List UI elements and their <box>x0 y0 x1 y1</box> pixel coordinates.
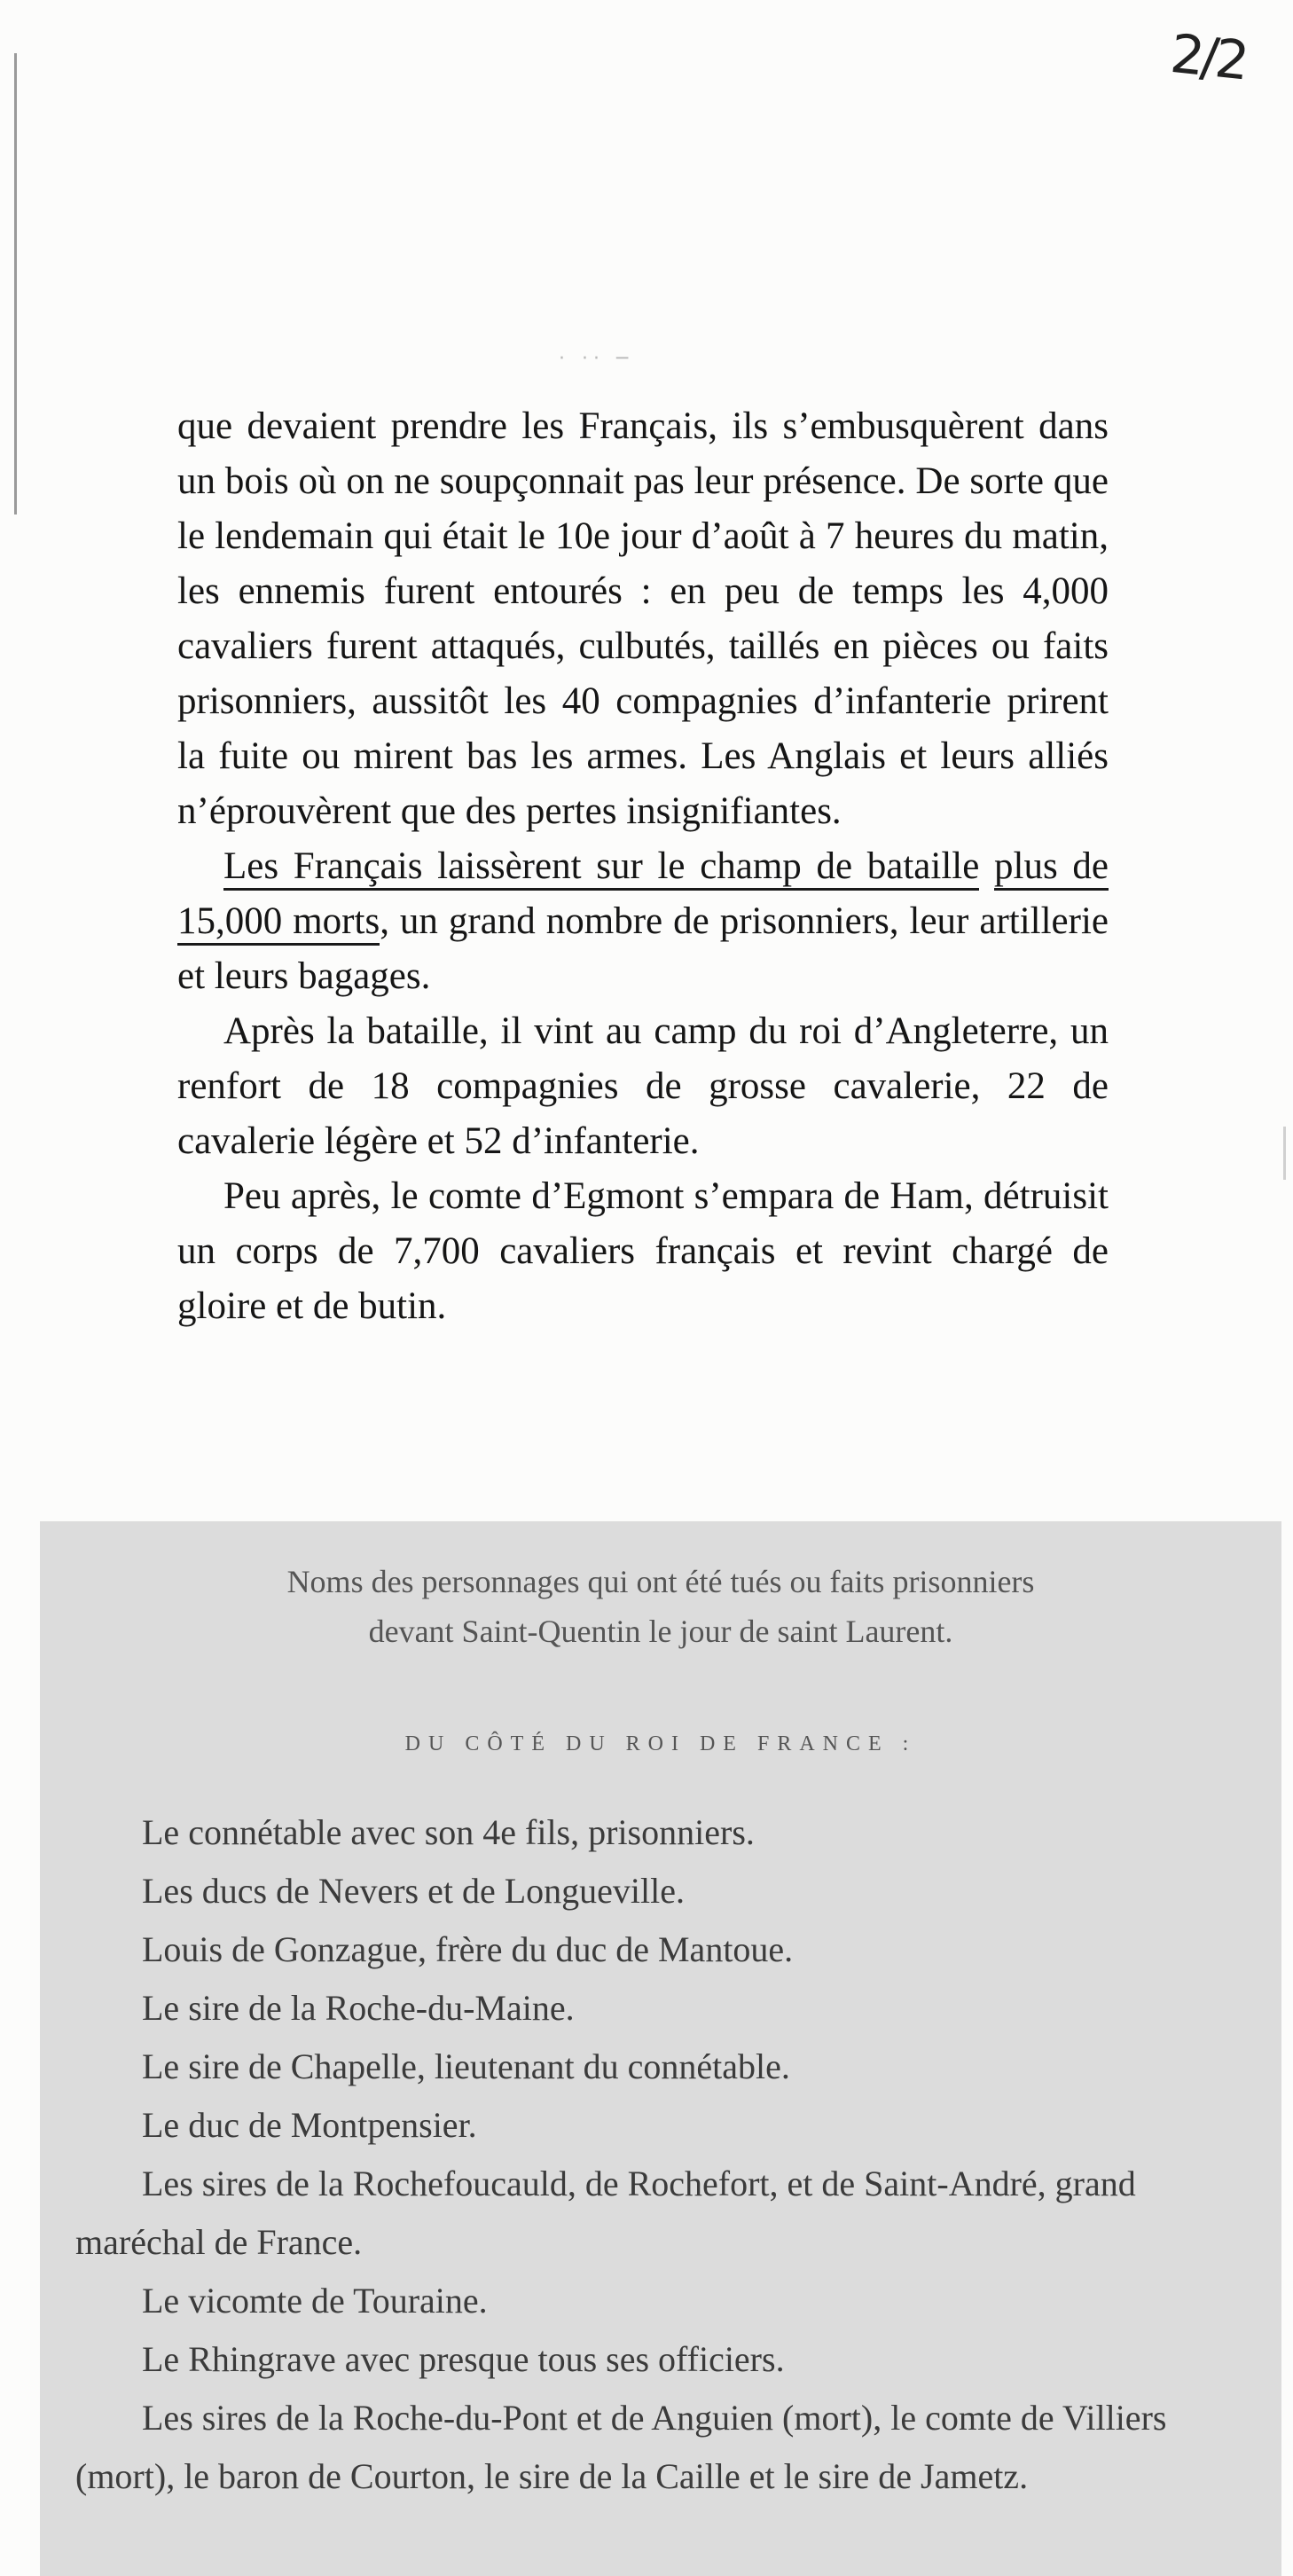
list-item: Le sire de la Roche-du-Maine. <box>142 1988 575 2028</box>
underlined-phrase-b: plus de 15,000 morts <box>177 845 1109 946</box>
paragraph-1: que devaient prendre les Français, ils s’embusquèrent dans un bois où on ne soupçonnait pas leur présence. De sorte que le lendemain qui était le 10e jour d’août à 7 heures du matin, les ennemis furent entourés : en peu de temps les 4,000 cavaliers furent attaqués, culbutés, taillés en pièces ou faits prisonniers, aussitôt les 40 compagnies d’infanterie prirent la fuite ou mirent bas les armes. Les Anglais et leurs alliés n’éprouvèrent que des pertes insignifiantes. <box>177 405 1109 832</box>
names-subtitle: DU CÔTÉ DU ROI DE FRANCE : <box>404 1732 917 1755</box>
underlined-phrase-a: Les Français laissèrent sur le champ de bataille <box>223 845 979 891</box>
list-item: Louis de Gonzague, frère du duc de Mantoue. <box>142 1929 794 1969</box>
paragraph-3: Après la bataille, il vint au camp du roi d’Angleterre, un renfort de 18 compagnies de grosse cavalerie, 22 de cavalerie légère et 52 d’infanterie. <box>177 1010 1109 1162</box>
list-item: Le connétable avec son 4e fils, prisonniers. <box>142 1812 755 1852</box>
page-number-mark: 2/2 <box>1167 22 1249 93</box>
list-item: Les sires de la Rochefoucauld, de Rochefort, et de Saint-André, grand maréchal de France. <box>75 2164 1136 2262</box>
scan-edge-mark <box>1283 1127 1286 1180</box>
names-title-line-1: Noms des personnages qui ont été tués ou faits prisonniers <box>286 1564 1035 1599</box>
list-item: Les sires de la Roche-du-Pont et de Anguien (mort), le comte de Villiers (mort), le baron de Courton, le sire de la Caille et le sire de Jametz. <box>75 2398 1167 2496</box>
names-list <box>75 1803 1242 2506</box>
paragraph-2-rest: , un grand nombre de prisonniers, leur artillerie et leurs bagages. <box>177 900 1109 997</box>
paragraph-4: Peu après, le comte d’Egmont s’empara de Ham, détruisit un corps de 7,700 cavaliers français et revint chargé de gloire et de butin. <box>177 1175 1109 1327</box>
paragraph-2 <box>177 839 1109 1004</box>
names-title-line-2: devant Saint-Quentin le jour de saint Laurent. <box>368 1614 953 1649</box>
scan-edge-line <box>14 53 17 514</box>
list-item: Le Rhingrave avec presque tous ses officiers. <box>142 2339 785 2379</box>
names-list-panel <box>40 1521 1281 2576</box>
list-item: Le sire de Chapelle, lieutenant du connétable. <box>142 2046 790 2086</box>
list-item: Le duc de Montpensier. <box>142 2105 477 2145</box>
scan-artifact: · ·· ─ <box>559 348 634 370</box>
list-item: Le vicomte de Touraine. <box>142 2281 488 2321</box>
main-text-block <box>177 399 1109 1334</box>
list-item: Les ducs de Nevers et de Longueville. <box>142 1871 686 1911</box>
names-title <box>40 1557 1281 1656</box>
